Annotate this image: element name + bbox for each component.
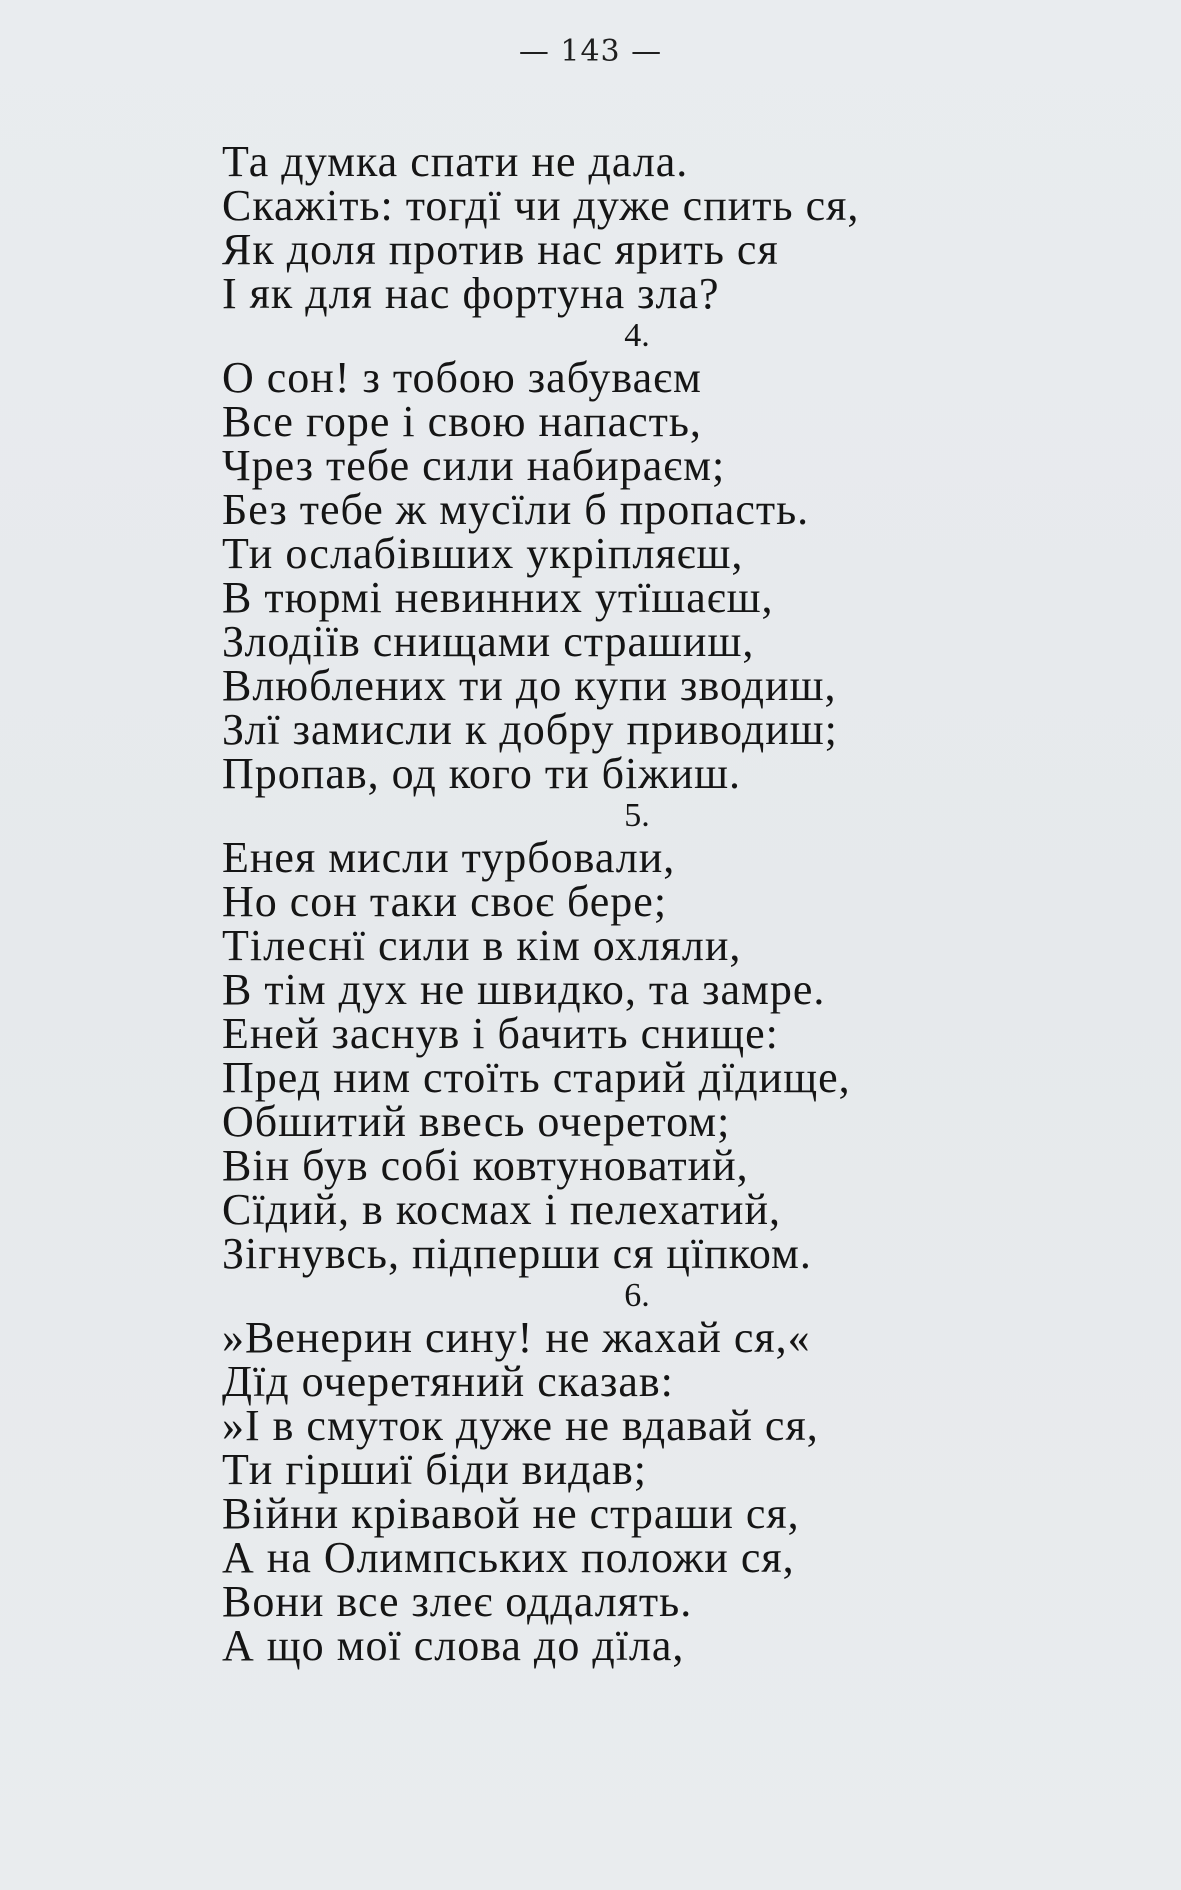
poem-line: Без тебе ж мусїли б пропасть. xyxy=(222,485,810,534)
poem-line: Скажіть: тогдї чи дуже спить ся, xyxy=(222,181,860,230)
stanza-number: 6. xyxy=(624,1277,650,1314)
poem-line: Тілеснї сили в кім охляли, xyxy=(222,921,742,970)
poem-line: В тюрмі невинних утїшаєш, xyxy=(222,573,774,622)
poem-line: Все горе і свою напасть, xyxy=(222,397,702,446)
poem-line: Но сон таки своє бере; xyxy=(222,877,668,926)
poem-line: А на Олимпських положи ся, xyxy=(222,1533,795,1582)
poem-line: Як доля против нас ярить ся xyxy=(222,225,779,274)
poem-line: Чрез тебе сили набираєм; xyxy=(222,441,726,490)
page-number: — 143 — xyxy=(518,34,663,69)
poem-line: Злї замисли к добру приводиш; xyxy=(222,705,838,754)
poem-line: В тім дух не швидко, та замре. xyxy=(222,965,826,1014)
poem-line: Енея мисли турбовали, xyxy=(222,833,676,882)
poem-line: Пропав, од кого ти біжиш. xyxy=(222,749,742,798)
poem-line: Влюблених ти до купи зводиш, xyxy=(222,661,837,710)
stanza-number: 5. xyxy=(624,797,650,834)
poem-line: Пред ним стоїть старий дїдище, xyxy=(222,1053,851,1102)
poem-line: О сон! з тобою забуваєм xyxy=(222,353,702,402)
poem-line: Війни крівавой не страши ся, xyxy=(222,1489,800,1538)
poem-line: Дїд очеретяний сказав: xyxy=(222,1357,674,1406)
poem-line: Ти ослабівших укріпляєш, xyxy=(222,529,744,578)
poem-line: І як для нас фортуна зла? xyxy=(222,269,720,318)
poem-line: Обшитий ввесь очеретом; xyxy=(222,1097,731,1146)
poem-line: Вони все злеє оддалять. xyxy=(222,1577,693,1626)
poem-line: А що мої слова до дїла, xyxy=(222,1621,685,1670)
poem-text xyxy=(222,137,942,1670)
poem-line: »Венерин сину! не жахай ся,« xyxy=(222,1313,811,1362)
poem-line: Злодіїв снищами страшиш, xyxy=(222,617,755,666)
poem-line: Та думка спати не дала. xyxy=(222,137,689,186)
poem-line: Ти гіршиї біди видав; xyxy=(222,1445,648,1494)
poem-line: Зігнувсь, підперши ся цїпком. xyxy=(222,1229,812,1278)
stanza-number: 4. xyxy=(624,317,650,354)
poem-line: Сїдий, в космах і пелехатий, xyxy=(222,1185,782,1234)
poem-line: Еней заснув і бачить снище: xyxy=(222,1009,779,1058)
poem-line: »І в смуток дуже не вдавай ся, xyxy=(222,1401,819,1450)
poem-line: Він був собі ковтуноватий, xyxy=(222,1141,749,1190)
